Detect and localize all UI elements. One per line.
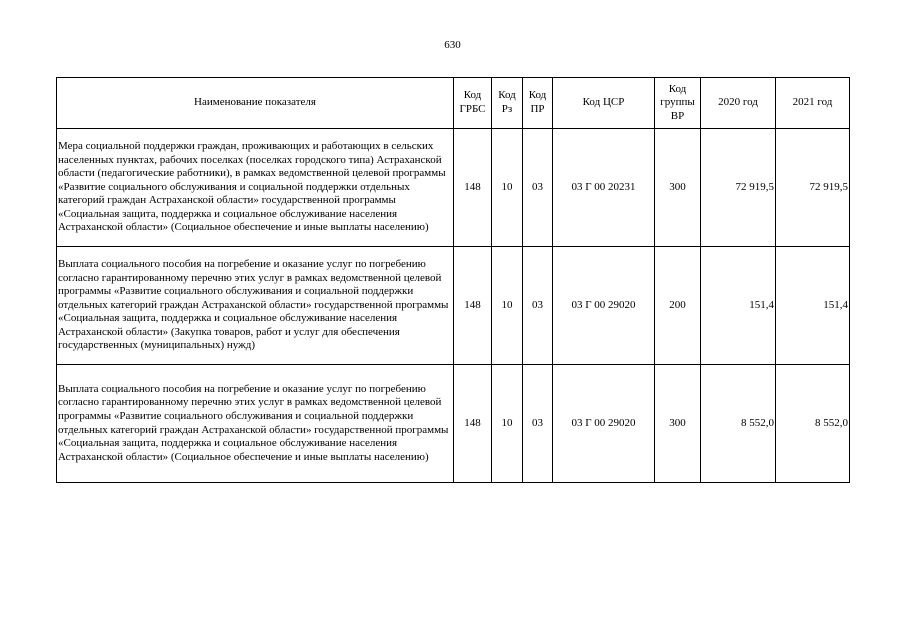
row-2020: 72 919,5: [701, 129, 776, 247]
row-csr: 03 Г 00 29020: [553, 247, 655, 365]
header-2020: 2020 год: [701, 78, 776, 129]
row-name: Мера социальной поддержки граждан, проживающих и работающих в сельских населенных пунктах, рабочих поселках (поселках городского типа) Астраханской области (педагогические работники), в рамках ведомственной целевой программы «Развитие социального обслуживания и социальной поддержки отдельных категорий граждан Астраханской области» государственной программы «Социальная защита, поддержка и социальное обслуживание населения Астраханской области» (Социальное обеспечение и иные выплаты населению): [57, 129, 454, 247]
table-row: [57, 247, 850, 365]
header-name: Наименование показателя: [57, 78, 454, 129]
row-vr: 300: [655, 129, 701, 247]
row-csr: 03 Г 00 29020: [553, 365, 655, 483]
row-vr: 200: [655, 247, 701, 365]
row-2021: 72 919,5: [776, 129, 850, 247]
table-row: [57, 129, 850, 247]
row-pr: 03: [523, 129, 553, 247]
row-grbs: 148: [454, 365, 492, 483]
row-name: Выплата социального пособия на погребение и оказание услуг по погребению согласно гарантированному перечню этих услуг в рамках ведомственной целевой программы «Развитие социального обслуживания и социальной поддержки отдельных категорий граждан Астраханской области» государственной программы «Социальная защита, поддержка и социальное обслуживание населения Астраханской области» (Закупка товаров, работ и услуг для обеспечения государственных (муниципальных) нужд): [57, 247, 454, 365]
header-grbs: Код ГРБС: [454, 78, 492, 129]
row-csr: 03 Г 00 20231: [553, 129, 655, 247]
row-rz: 10: [492, 247, 523, 365]
row-vr: 300: [655, 365, 701, 483]
row-name: Выплата социального пособия на погребение и оказание услуг по погребению согласно гарантированному перечню этих услуг в рамках ведомственной целевой программы «Развитие социального обслуживания и социальной поддержки отдельных категорий граждан Астраханской области» государственной программы «Социальная защита, поддержка и социальное обслуживание населения Астраханской области» (Социальное обеспечение и иные выплаты населению): [57, 365, 454, 483]
header-rz: Код Рз: [492, 78, 523, 129]
page-number: 630: [444, 39, 461, 51]
header-csr: Код ЦСР: [553, 78, 655, 129]
row-rz: 10: [492, 129, 523, 247]
row-pr: 03: [523, 365, 553, 483]
header-2021: 2021 год: [776, 78, 850, 129]
table-header-row: [57, 78, 850, 129]
row-grbs: 148: [454, 247, 492, 365]
header-vr: Код группы ВР: [655, 78, 701, 129]
table-row: [57, 365, 850, 483]
row-2021: 151,4: [776, 247, 850, 365]
row-2020: 8 552,0: [701, 365, 776, 483]
budget-table: [56, 77, 850, 483]
row-grbs: 148: [454, 129, 492, 247]
row-rz: 10: [492, 365, 523, 483]
row-2021: 8 552,0: [776, 365, 850, 483]
row-pr: 03: [523, 247, 553, 365]
row-2020: 151,4: [701, 247, 776, 365]
header-pr: Код ПР: [523, 78, 553, 129]
